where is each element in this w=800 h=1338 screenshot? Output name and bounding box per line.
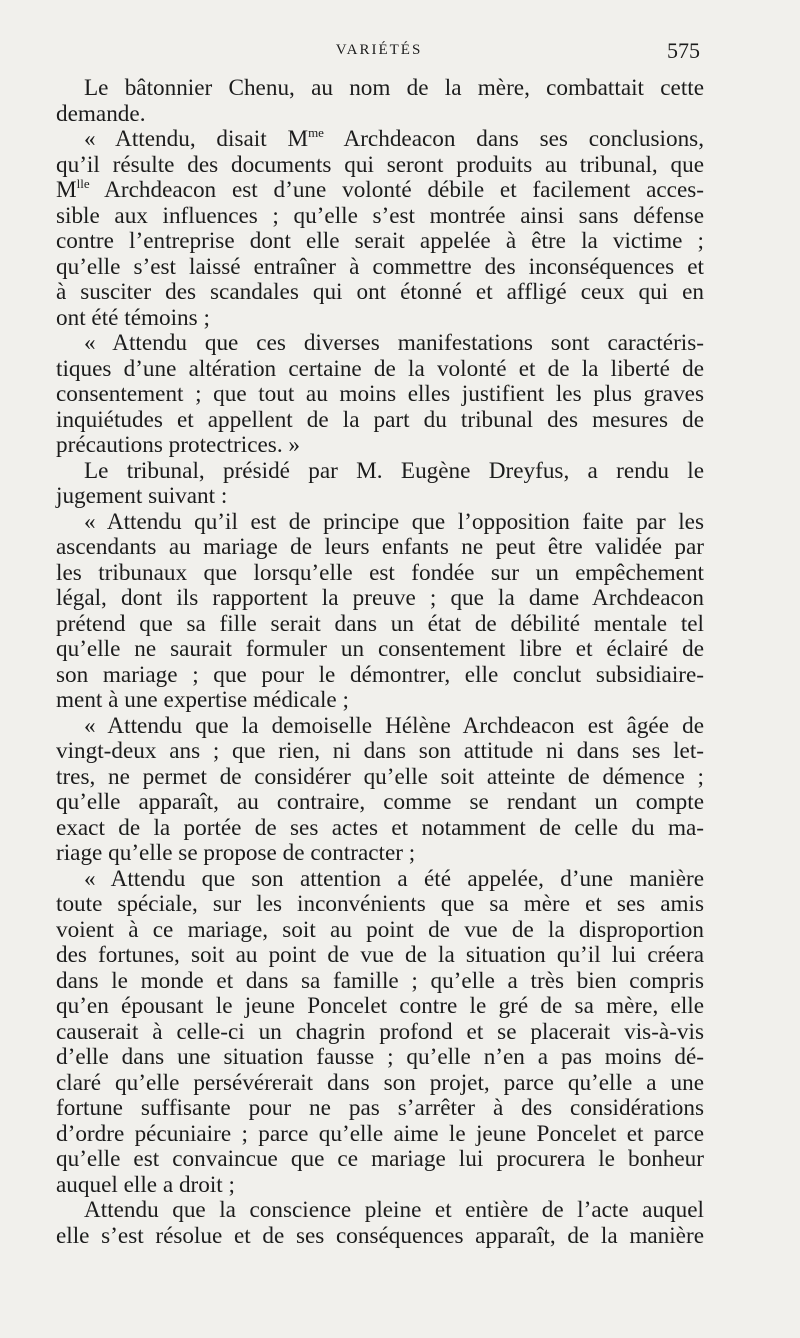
paragraph (56, 714, 704, 867)
text-line: « Attendu, disait $M^{me}$ Archdeacon dans ses conclusions, (84, 125, 704, 152)
text-line: demande. (56, 100, 146, 127)
paragraph (56, 459, 704, 510)
text-line: prétend que sa fille serait dans un état de débilité mentale tel (56, 610, 704, 637)
paragraph (56, 76, 704, 127)
text-line: elle s’est résolue et de ses conséquences apparaît, de la manière (56, 1222, 704, 1249)
text-line: des fortunes, soit au point de vue de la situation qu’il lui créera (56, 942, 704, 968)
text-line: qu’elle apparaît, au contraire, comme se rendant un compte (56, 789, 704, 815)
text-line: tiques d’une altération certaine de la volonté et de la liberté de (56, 355, 704, 382)
text-line: voient à ce mariage, soit au point de vue de la disproportion (56, 916, 704, 943)
text-line: $M^{lle}$ Archdeacon est d’une volonté débile et facilement acces- (56, 176, 704, 203)
running-head (58, 38, 700, 62)
body-text (56, 76, 704, 1249)
text-line: à susciter des scandales qui ont étonné et affligé ceux qui en (56, 279, 704, 305)
text-line: qu’elle est convaincue que ce mariage lui procurera le bonheur (56, 1146, 704, 1172)
text-line: ascendants au mariage de leurs enfants ne peut être validée par (56, 534, 704, 560)
text-line: « Attendu que son attention a été appelée, d’une manière (84, 865, 704, 892)
text-line: légal, dont ils rapportent la preuve ; que la dame Archdeacon (56, 585, 704, 611)
text-line: tres, ne permet de considérer qu’elle soit atteinte de démence ; (56, 763, 704, 790)
text-line: ont été témoins ; (56, 304, 210, 331)
text-line: ment à une expertise médicale ; (56, 687, 349, 713)
text-line: Le bâtonnier Chenu, au nom de la mère, combattait cette (84, 75, 704, 101)
text-line: qu’il résulte des documents qui seront produits au tribunal, que (56, 151, 704, 178)
text-line: d’ordre pécuniaire ; parce qu’elle aime le jeune Poncelet et parce (56, 1120, 704, 1147)
text-line: jugement suivant : (56, 483, 228, 509)
text-line: Le tribunal, présidé par M. Eugène Dreyfus, a rendu le (84, 457, 704, 484)
paragraph (56, 127, 704, 331)
text-line: qu’elle s’est laissé entraîner à commettre des inconséquences et (56, 253, 704, 280)
text-line: qu’en épousant le jeune Poncelet contre le gré de sa mère, elle (56, 993, 704, 1019)
text-line: auquel elle a droit ; (56, 1171, 235, 1198)
text-line: sible aux influences ; qu’elle s’est montrée ainsi sans défense (56, 202, 704, 229)
text-line: claré qu’elle persévérerait dans son projet, parce qu’elle a une (56, 1069, 704, 1096)
text-line: d’elle dans une situation fausse ; qu’elle n’en a pas moins dé- (56, 1044, 704, 1070)
text-line: exact de la portée de ses actes et notamment de celle du ma- (56, 814, 704, 841)
paragraph (56, 510, 704, 714)
text-line: consentement ; que tout au moins elles justifient les plus graves (56, 381, 704, 407)
text-line: vingt-deux ans ; que rien, ni dans son attitude ni dans ses let- (56, 738, 704, 764)
paragraph (56, 867, 704, 1199)
page-number: 575 (667, 38, 700, 63)
text-line: dans le monde et dans sa famille ; qu’elle a très bien compris (56, 967, 704, 994)
text-line: « Attendu que la demoiselle Hélène Archdeacon est âgée de (84, 712, 704, 739)
text-line: causerait à celle-ci un chagrin profond et se placerait vis-à-vis (56, 1018, 704, 1045)
text-line: fortune suffisante pour ne pas s’arrêter à des considérations (56, 1095, 704, 1121)
text-line: les tribunaux que lorsqu’elle est fondée sur un empêchement (56, 559, 704, 586)
paragraph (56, 331, 704, 459)
text-line: précautions protectrices. » (56, 432, 301, 458)
text-line: riage qu’elle se propose de contracter ; (56, 840, 416, 866)
paragraph (56, 1198, 704, 1249)
text-line: « Attendu que ces diverses manifestations sont caractéris- (84, 330, 704, 356)
text-line: contre l’entreprise dont elle serait appelée à être la victime ; (56, 228, 704, 254)
text-line: Attendu que la conscience pleine et entière de l’acte auquel (84, 1197, 704, 1223)
text-line: inquiétudes et appellent de la part du tribunal des mesures de (56, 406, 704, 433)
text-line: qu’elle ne saurait formuler un consentement libre et éclairé de (56, 636, 704, 662)
text-line: toute spéciale, sur les inconvénients que sa mère et ses amis (56, 891, 704, 917)
running-title: VARIÉTÉS (335, 42, 423, 58)
text-line: son mariage ; que pour le démontrer, elle conclut subsidiaire- (56, 661, 704, 688)
text-line: « Attendu qu’il est de principe que l’opposition faite par les (84, 508, 704, 535)
